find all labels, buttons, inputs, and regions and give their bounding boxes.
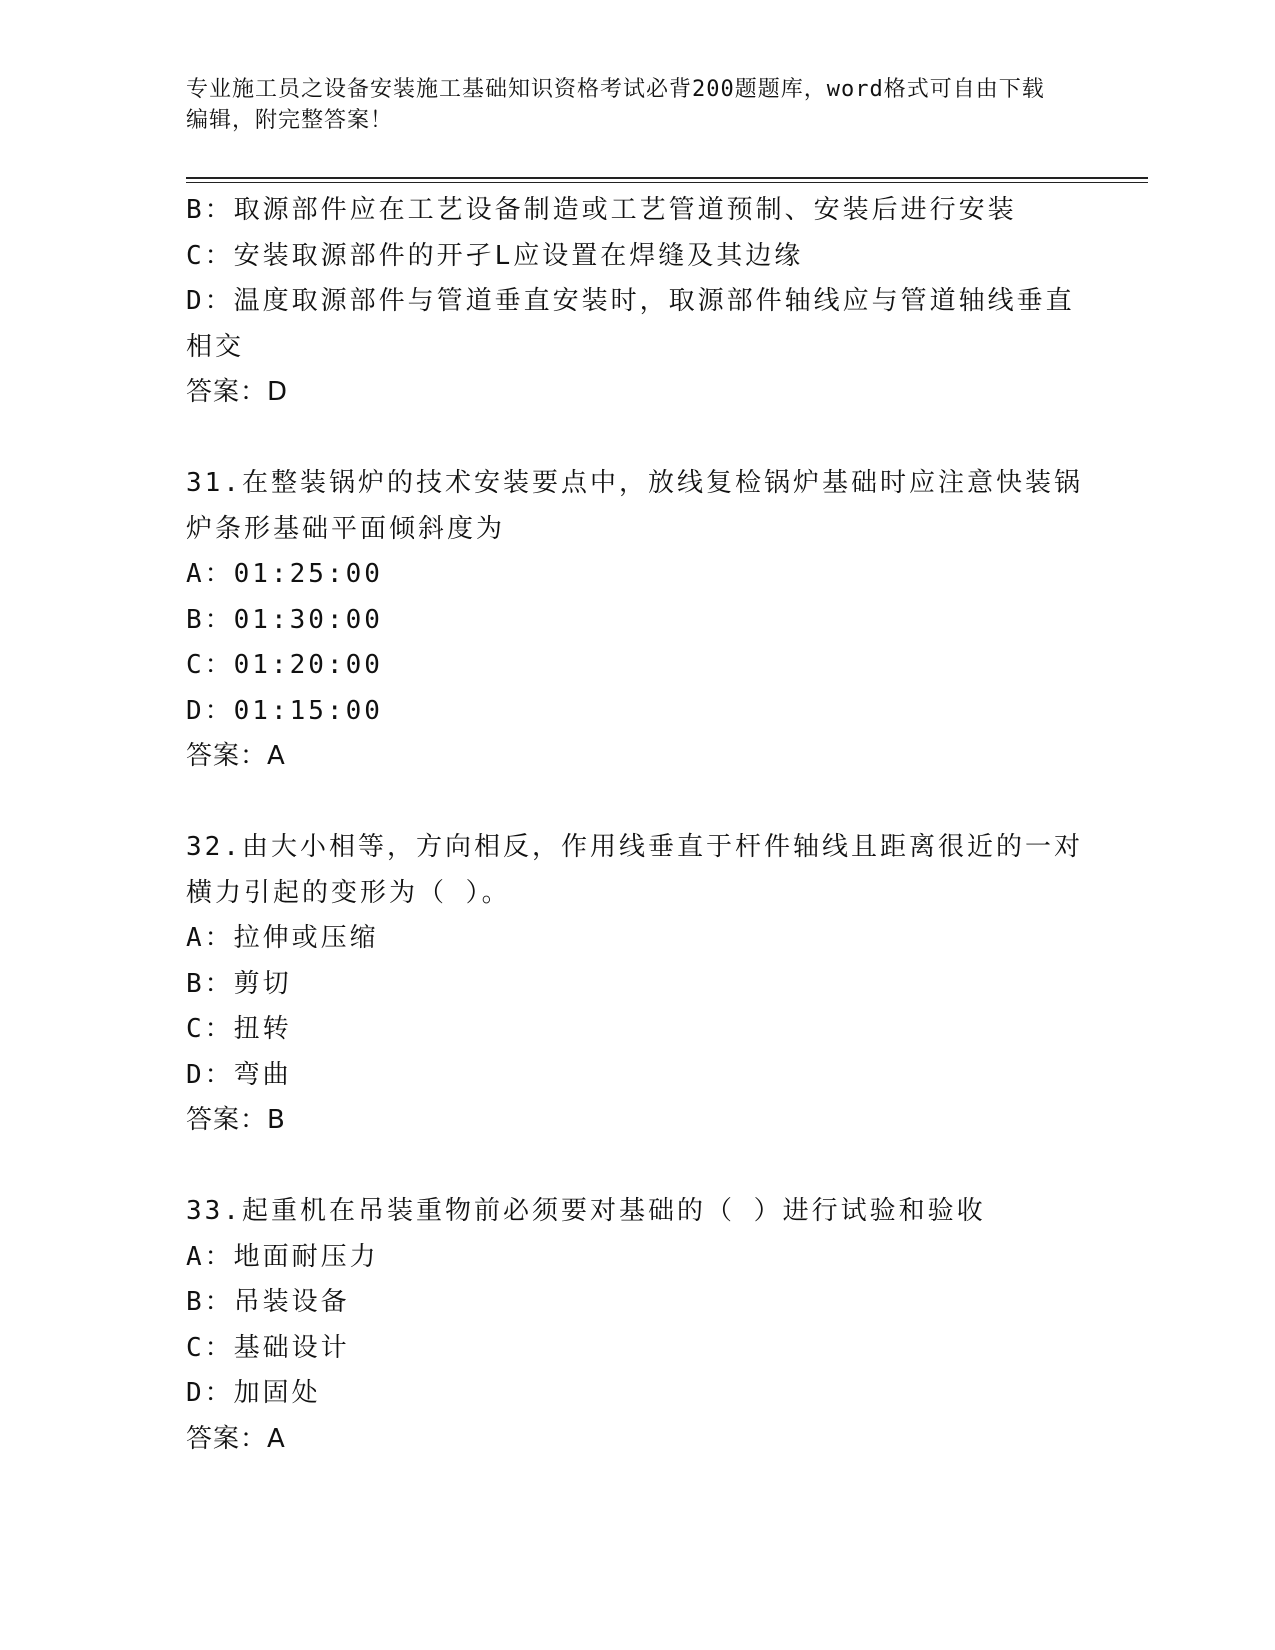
answer-label: 答案：A [186, 741, 286, 771]
option-d: D：弯曲 [186, 1059, 292, 1090]
option-c: C：扭转 [186, 1014, 292, 1044]
option-d: D：01:15:00 [186, 695, 383, 726]
option-c: C：安装取源部件的开孑L应设置在焊缝及其边缘 [186, 240, 804, 271]
question-stem-line: 33.起重机在吊装重物前必须要对基础的（ ）进行试验和验收 [186, 1196, 986, 1226]
question-31 [186, 461, 1086, 780]
option-a: A：地面耐压力 [186, 1241, 379, 1272]
document-body [186, 188, 1086, 1462]
question-stem-line: 31.在整装锅炉的技术安装要点中，放线复检锅炉基础时应注意快装锅 [186, 468, 1083, 498]
option-b: B：剪切 [186, 968, 292, 999]
answer-label: 答案：D [186, 377, 289, 407]
spacer [186, 416, 1086, 462]
answer-label: 答案：B [186, 1105, 286, 1135]
question-32 [186, 825, 1086, 1144]
option-b: B：01:30:00 [186, 604, 383, 635]
question-33 [186, 1189, 1086, 1462]
option-d: D：温度取源部件与管道垂直安装时，取源部件轴线应与管道轴线垂直 [186, 286, 1075, 316]
header-rule-thick [186, 177, 1148, 179]
option-c: C：01:20:00 [186, 650, 383, 680]
answer-label: 答案：A [186, 1423, 286, 1454]
header-rule-thin [186, 182, 1148, 183]
option-d-continued: 相交 [186, 331, 245, 362]
question-stem-line: 32.由大小相等，方向相反，作用线垂直于杆件轴线且距离很近的一对 [186, 832, 1083, 862]
option-b: B：取源部件应在工艺设备制造或工艺管道预制、安装后进行安装 [186, 195, 1017, 225]
spacer [186, 1144, 1086, 1190]
question-fragment [186, 188, 1086, 416]
document-header: 专业施工员之设备安装施工基础知识资格考试必背200题题库，word格式可自由下载编辑，附完整答案！ [186, 77, 1045, 133]
option-a: A：01:25:00 [186, 559, 383, 589]
option-d: D：加固处 [186, 1378, 321, 1408]
option-c: C：基础设计 [186, 1332, 350, 1363]
spacer [186, 780, 1086, 826]
option-a: A：拉伸或压缩 [186, 923, 379, 953]
question-stem-line: 炉条形基础平面倾斜度为 [186, 513, 506, 544]
option-b: B：吊装设备 [186, 1287, 350, 1317]
question-stem-line: 横力引起的变形为（ ）。 [186, 877, 511, 908]
